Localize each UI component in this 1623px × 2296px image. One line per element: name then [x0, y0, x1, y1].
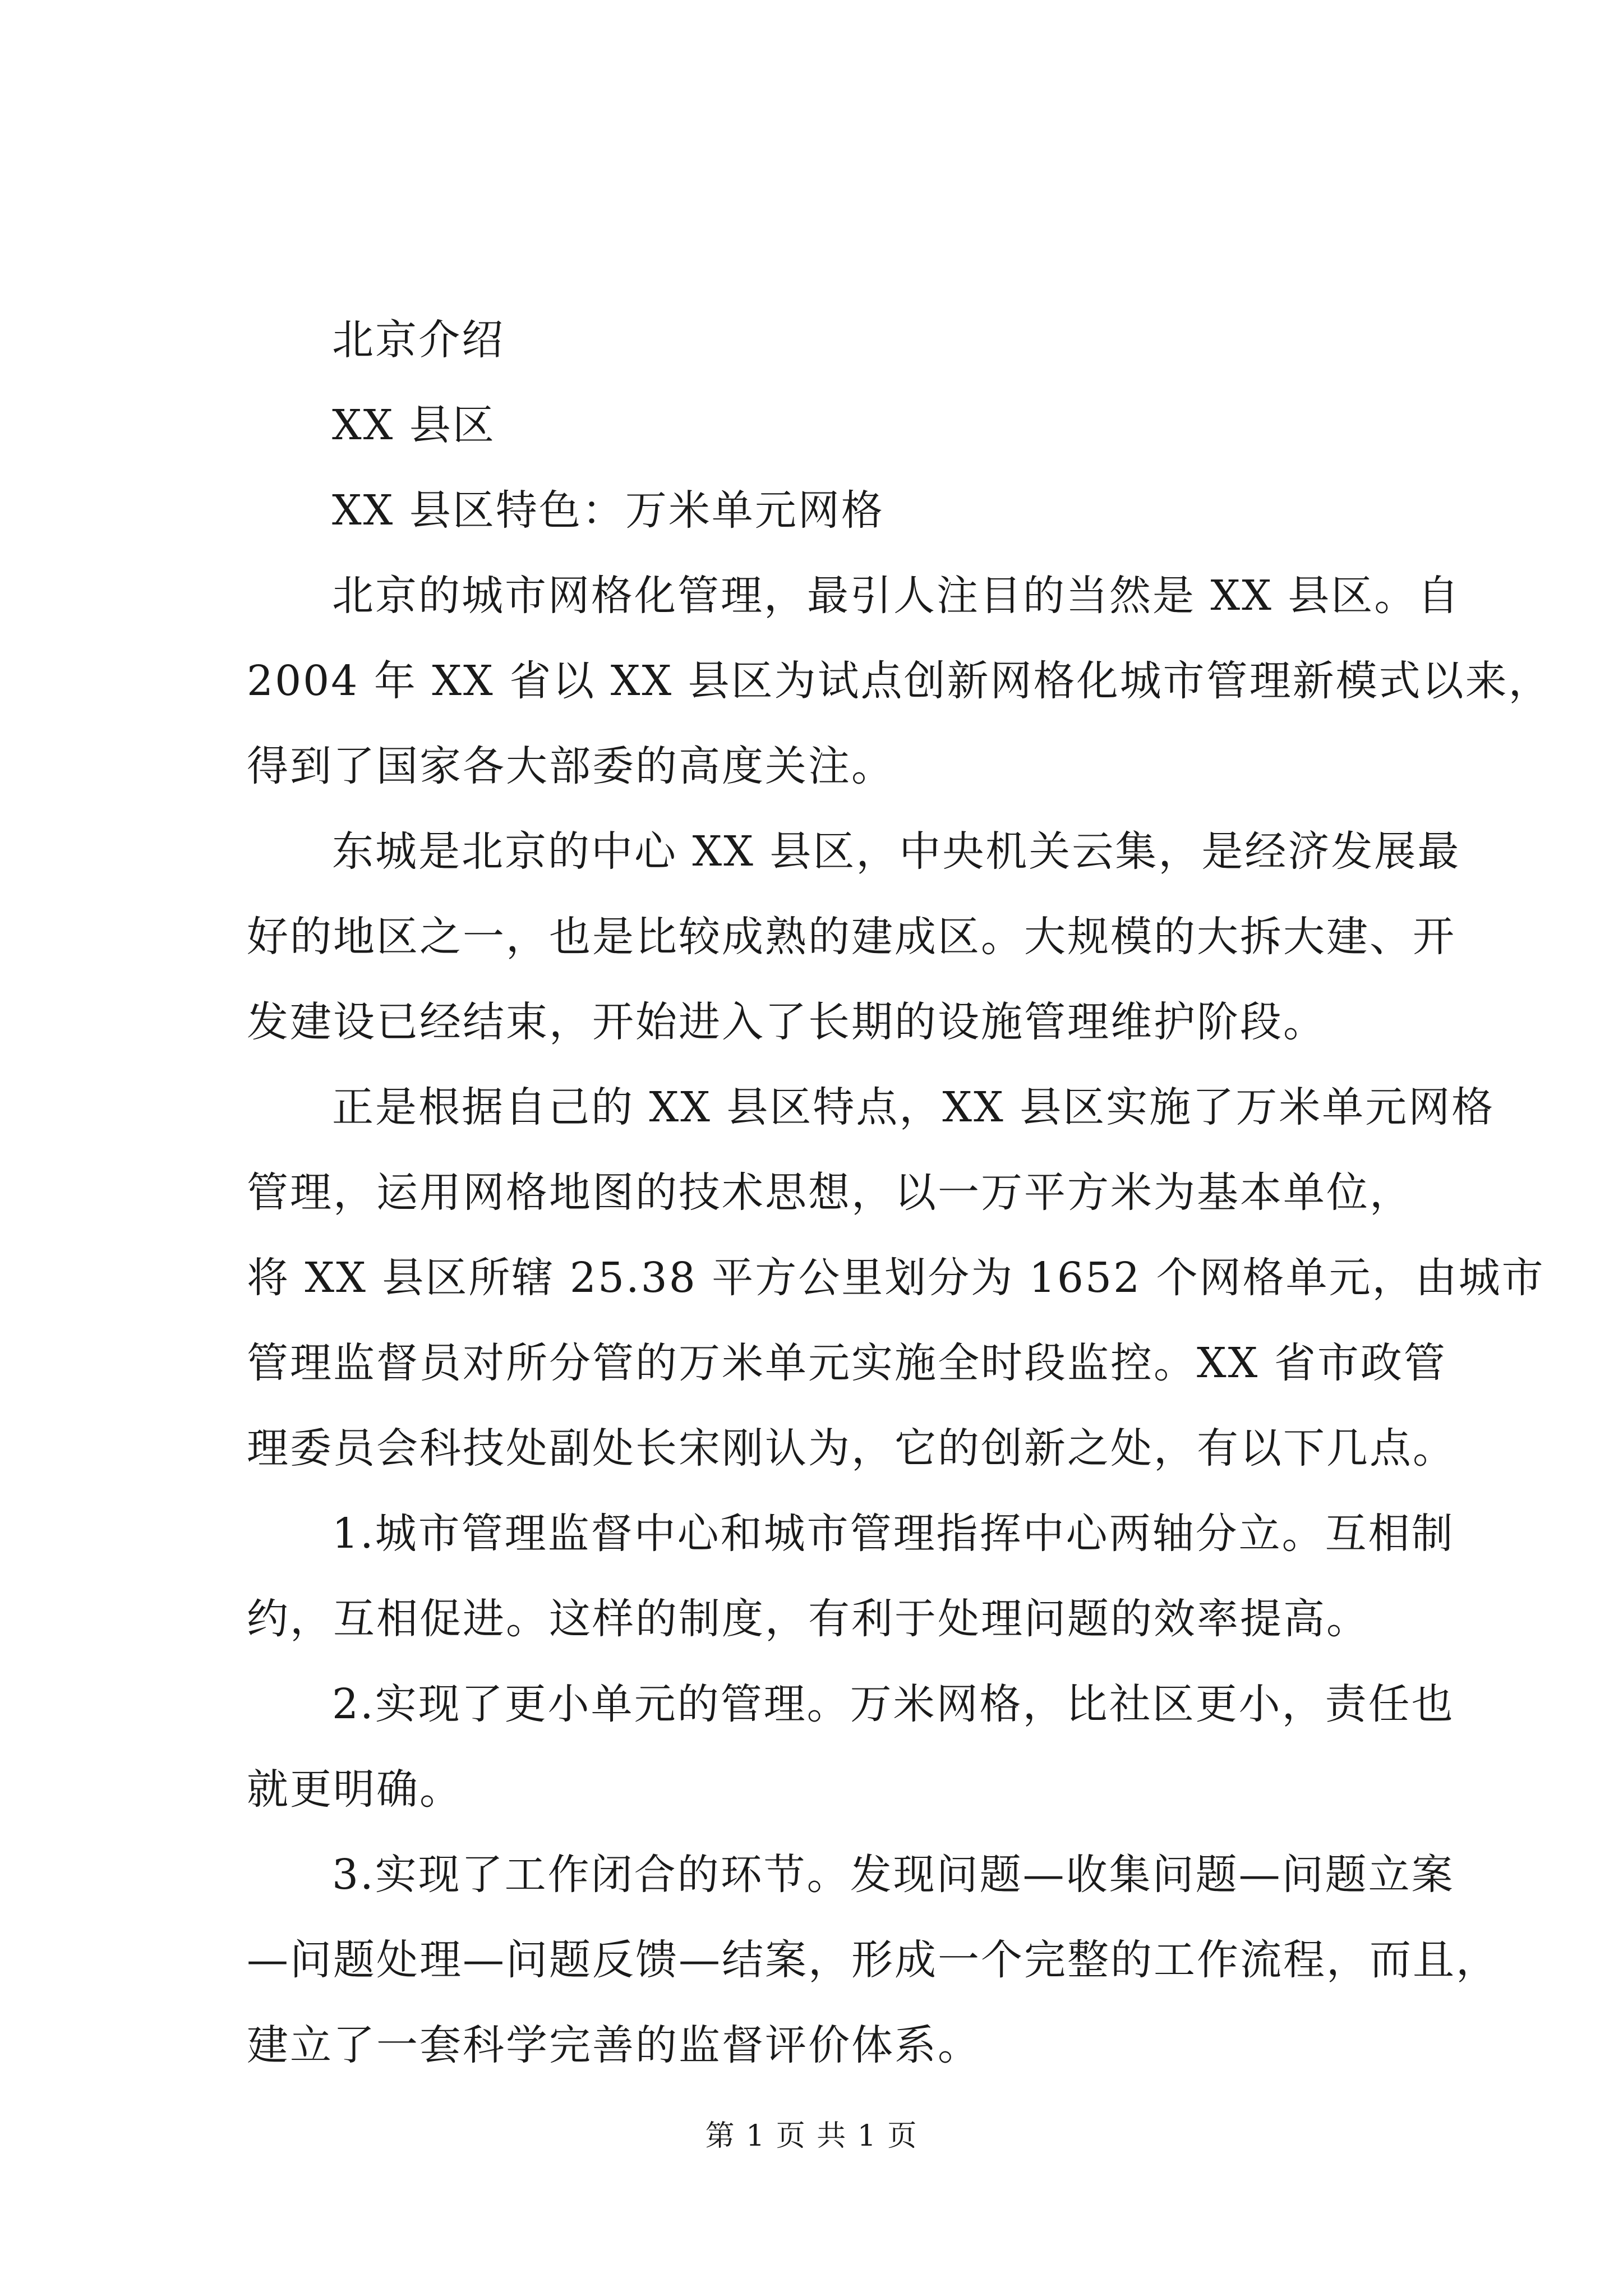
text-line: 管理监督员对所分管的万米单元实施全时段监控。XX 省市政管	[247, 1339, 1447, 1387]
text-line: 2.实现了更小单元的管理。万米网格，比社区更小，责任也	[332, 1680, 1455, 1728]
text-line: 将 XX 县区所辖 25.38 平方公里划分为 1652 个网格单元，由城市	[247, 1254, 1545, 1302]
text-line: 就更明确。	[247, 1765, 463, 1814]
document-body	[247, 297, 1552, 2088]
text-line: 东城是北京的中心 XX 县区，中央机关云集，是经济发展最	[332, 827, 1461, 876]
paragraph	[247, 468, 1424, 553]
paragraph	[247, 1662, 1455, 1832]
text-line: 建立了一套科学完善的监督评价体系。	[247, 2021, 981, 2069]
paragraph	[247, 809, 1461, 1065]
text-line: 1.城市管理监督中心和城市管理指挥中心两轴分立。互相制	[332, 1510, 1455, 1558]
text-line: —问题处理—问题反馈—结案，形成一个完整的工作流程，而且，	[247, 1936, 1499, 1984]
page-footer: 第 1 页 共 1 页	[705, 2119, 918, 2153]
text-line: 2004 年 XX 省以 XX 县区为试点创新网格化城市管理新模式以来，	[247, 657, 1552, 705]
text-line: 正是根据自己的 XX 县区特点，XX 县区实施了万米单元网格	[332, 1083, 1495, 1131]
paragraph	[247, 1491, 1455, 1662]
paragraph	[247, 553, 1552, 809]
paragraph	[247, 297, 1424, 383]
text-line: XX 县区特色：万米单元网格	[332, 486, 884, 535]
text-line: 北京的城市网格化管理，最引人注目的当然是 XX 县区。自	[332, 572, 1461, 620]
text-line: XX 县区	[332, 401, 496, 449]
text-line: 发建设已经结束，开始进入了长期的设施管理维护阶段。	[247, 998, 1326, 1046]
paragraph	[247, 1065, 1545, 1491]
text-line: 得到了国家各大部委的高度关注。	[247, 742, 895, 790]
text-line: 好的地区之一，也是比较成熟的建成区。大规模的大拆大建、开	[247, 913, 1456, 961]
text-line: 3.实现了工作闭合的环节。发现问题—收集问题—问题立案	[332, 1851, 1455, 1899]
text-line: 理委员会科技处副处长宋刚认为，它的创新之处，有以下几点。	[247, 1424, 1456, 1473]
text-line: 约，互相促进。这样的制度，有利于处理问题的效率提高。	[247, 1595, 1370, 1643]
paragraph	[247, 383, 1424, 468]
text-line: 管理，运用网格地图的技术思想，以一万平方米为基本单位，	[247, 1168, 1413, 1217]
paragraph	[247, 1832, 1499, 2088]
text-line: 北京介绍	[332, 316, 505, 364]
